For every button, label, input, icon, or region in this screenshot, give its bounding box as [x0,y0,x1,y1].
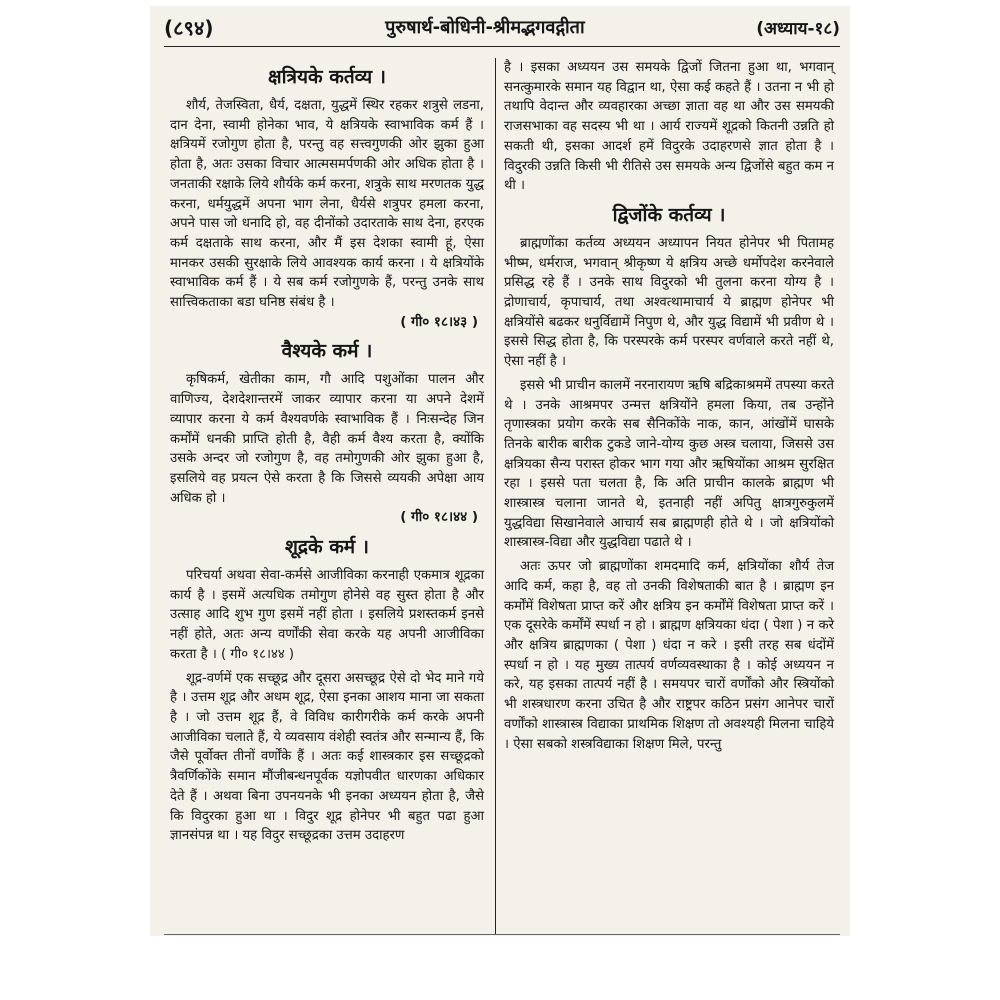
running-title: पुरुषार्थ-बोधिनी-श्रीमद्भगवद्गीता [385,17,585,38]
book-page [150,6,850,936]
left-column [170,64,484,846]
column-divider [495,58,496,934]
verse-citation: ( गी० १८।४४ ) [400,509,478,526]
chapter-label: (अध्याय-१८) [756,18,840,39]
header-rule [164,46,840,47]
section-heading: वैश्यके कर्म । [281,340,373,363]
footer-rule [164,934,840,935]
page-header [164,10,840,44]
section-heading: द्विजोंके कर्तव्य । [612,203,726,226]
paragraph: शूद्र-वर्णमें एक सच्छूद्र और दूसरा असच्छूद्र ऐसे दो भेद माने गये है । उत्तम शूद्र और अधम शूद्र, ऐसा इनका आशय माना जा सकता है । जो उत्तम शूद्र हैं, वे विविध कारीगरीके कर्म करके अपनी आजीविका चलाते हैं, ये व्यवसाय वंशेही स्वतंत्र और सन्मान्य हैं, कि जैसे पूर्वोक्त तीनों वर्णोंके हैं । अतः कई शास्त्रकार इस सच्छूद्रको त्रैवर्णिकोंके समान मौंजीबन्धनपूर्वक यज्ञोपवीत धारणका अधिकार देते हैं । अथवा बिना उपनयनके भी इनका अध्ययन होता है, जैसे कि विदुरका हुआ था । विदुर शूद्र होनेपर भी बहुत पढा हुआ ज्ञानसंपन्न था । यह विदुर सच्छूद्रका उत्तम उदाहरण [170,670,484,844]
section-heading: क्षत्रियके कर्तव्य । [267,66,386,88]
section-heading: शूद्रके कर्म । [285,536,369,559]
page-number: (८९४) [164,15,214,40]
paragraph: शौर्य, तेजस्विता, धैर्य, दक्षता, युद्धमें स्थिर रहकर शत्रुसे लडना, दान देना, स्वामी होनेका भाव, ये क्षत्रियके स्वाभाविक कर्म हैं । क्षत्रियमें रजोगुण होता है, परन्तु वह सत्त्वगुणकी ओर झुका हुआ होता है, अतः उसका विचार आत्मसमर्पणकी ओर अधिक होता है । जनताकी रक्षाके लिये शौर्यके कर्म करना, शत्रुके साथ मरणतक युद्ध करना, धर्मयुद्धमें अपना भाग लेना, धैर्यसे शत्रुपर हमला करना, अपने पास जो धनादि हो, वह दीनोंको उदारताके साथ देना, हरएक कर्म दक्षताके साथ करना, और मैं इस देशका स्वामी हूं, ऐसा मानकर उसकी सुरक्षाके लिये आवश्यक कार्य करना । ये क्षत्रियोंके स्वाभाविक कर्म हैं । ये सब कर्म रजोगुणके हैं, परन्तु उनके साथ सात्त्विकताका बडा घनिष्ठ संबंध है । [170,98,484,311]
paragraph: परिचर्या अथवा सेवा-कर्मसे आजीविका करनाही एकमात्र शूद्रका कार्य है । इसमें अत्यधिक तमोगुण होनेसे वह सुस्त होता है और उत्साह आदि शुभ गुण इसमें नहीं होता । इसलिये प्रशस्तकर्म इनसे नहीं होते, अतः अन्य वर्णोंकी सेवा करके यह अपनी आजीविका करता है । ( गी० १८।४४ ) [170,568,484,662]
paragraph: है । इसका अध्ययन उस समयके द्विजों जितना हुआ था, भगवान् सनत्कुमारके समान यह विद्वान था, ऐसा कई कहते हैं । उतना न भी हो तथापि वेदान्त और व्यवहारका अच्छा ज्ञाता वह था और उस समयकी राजसभाका वह सदस्य भी था । आर्य राज्यमें शूद्रको कितनी उन्नति हो सकती थी, इसका आदर्श हमें विदुरके उदाहरणसे ज्ञात होता है । विदुरकी उन्नति किसी भी रीतिसे उस समयके अन्य द्विजोंसे बहुत कम न थी । [504,60,834,194]
verse-citation: ( गी० १८।४३ ) [400,313,478,330]
paragraph: अतः ऊपर जो ब्राह्मणोंका शमदमादि कर्म, क्षत्रियोंका शौर्य तेज आदि कर्म, कहा है, वह तो उनकी विशेषताकी बात है । ब्राह्मण इन कर्मोंमें विशेषता प्राप्त करें और क्षत्रिय इन कर्मोंमें विशेषता प्राप्त करें । एक दूसरेके कर्मोंमें स्पर्धा न हो । ब्राह्मण क्षत्रियका धंदा ( पेशा ) न करे और क्षत्रिय ब्राह्मणका ( पेशा ) धंदा न करे । इसी तरह सब धंदोंमें स्पर्धा न हो । यह मुख्य तात्पर्य वर्णव्यवस्थाका है । कोई अध्ययन न करे, यह इसका तात्पर्य नहीं है । समयपर चारों वर्णोंको और स्त्रियोंको भी शस्त्रधारण करना उचित है और राष्ट्रपर कठिन प्रसंग आनेपर चारों वर्णोंको शास्त्रास्त्र विद्याका प्राथमिक शिक्षण तो अवश्यही मिलना चाहिये । ऐसा सबको शस्त्रविद्याका शिक्षण मिले, परन्तु [504,559,834,752]
paragraph: ब्राह्मणोंका कर्तव्य अध्ययन अध्यापन नियत होनेपर भी पितामह भीष्म, धर्मराज, भगवान् श्रीकृष्ण ये क्षत्रिय अच्छे धर्मोपदेश करनेवाले प्रसिद्ध रहे हैं । उनके साथ विदुरको भी तुलना करना योग्य है । द्रोणाचार्य, कृपाचार्य, तथा अश्वत्थामाचार्य ये ब्राह्मण होनेपर भी क्षत्रियोंसे बढकर धनुर्विद्यामें निपुण थे, और युद्ध विद्यामें भी प्रवीण थे । इससे सिद्ध होता है, कि परस्परके कर्म परस्पर वर्णवाले करते नहीं थे, ऐसा नहीं है । [504,235,834,370]
paragraph: कृषिकर्म, खेतीका काम, गौ आदि पशुओंका पालन और वाणिज्य, देशदेशान्तरमें जाकर व्यापार करना या अपने देशमें व्यापार करना ये कर्म वैश्यवर्णके स्वाभाविक हैं । निःसन्देह जिन कर्मोंमें धनकी प्राप्ति होती है, वैही कर्म वैश्य करता है, क्योंकि उसके अन्दर जो रजोगुण है, वह तमोगुणकी ओर झुका हुआ है, इसलिये वह प्रयत्न ऐसे करता है कि जिससे व्ययकी अपेक्षा आय अधिक हो । [170,372,484,506]
right-column [504,58,834,754]
paragraph: इससे भी प्राचीन कालमें नरनारायण ऋषि बद्रिकाश्रममें तपस्या करते थे । उनके आश्रमपर उन्मत्त क्षत्रियोंने हमला किया, तब उन्होंने तृणास्त्रका प्रयोग करके सब सैनिकोंके नाक, कान, आंखोंमें घासके तिनके बारीक बारीक टुकडे जाने-योग्य कुछ अस्त्र चलाया, जिससे उस क्षत्रियका सैन्य परास्त होकर भाग गया और ऋषियोंका आश्रम सुरक्षित रहा । इससे पता चलता है, कि अति प्राचीन कालके ब्राह्मण भी शास्त्रास्त्र चलाना जानते थे, इतनाही नहीं अपितु क्षात्रगुरुकुलमें युद्धविद्या सिखानेवाले आचार्य सब ब्राह्मणही होते थे । जो क्षत्रियोंको शास्त्रास्त्र-विद्या और युद्धविद्या पढाते थे । [504,377,834,551]
